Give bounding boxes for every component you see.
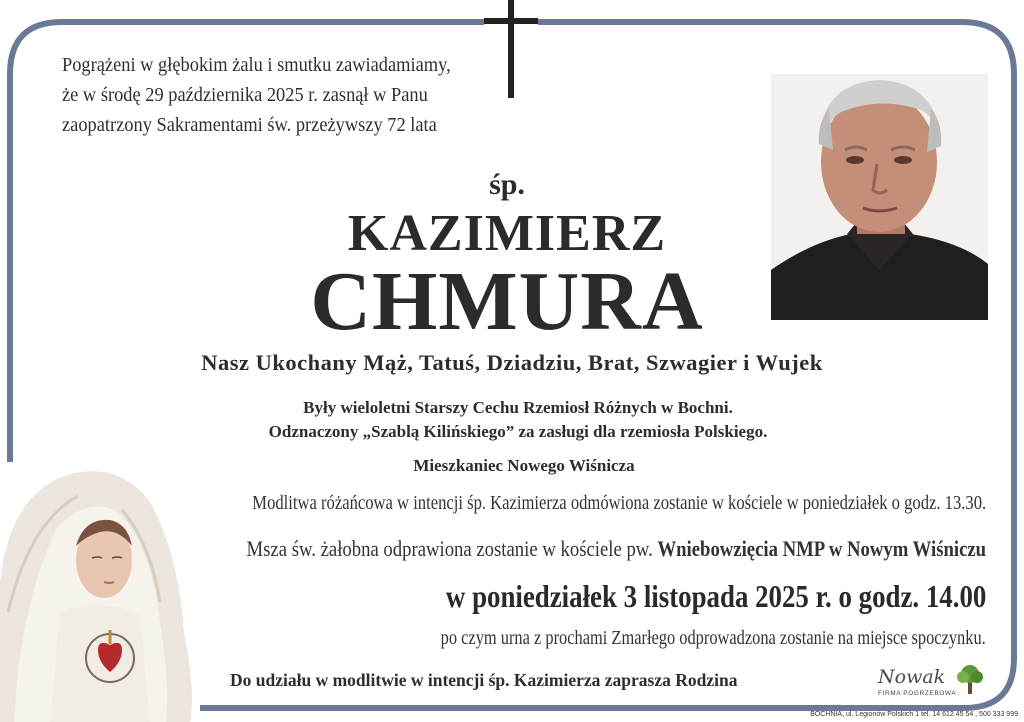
intro-line-2: że w środę 29 października 2025 r. zasnął w Panu (62, 84, 428, 106)
deceased-first-name: KAZIMIERZ (347, 205, 667, 262)
church-name: Wniebowzięcia NMP w Nowym Wiśniczu (657, 536, 986, 561)
family-relations: Nasz Ukochany Mąż, Tatuś, Dziadziu, Brat, Szwagier i Wujek (201, 350, 823, 375)
intro-line-3: zaopatrzony Sakramentami św. przeżywszy 72 lata (62, 114, 437, 136)
funeral-home-logo (872, 664, 988, 704)
announcement-intro (62, 50, 451, 140)
urn-info: po czym urna z prochami Zmarłego odprowadzona zostanie na miejsce spoczynku. (440, 627, 986, 649)
deceased-prefix: śp. (489, 168, 525, 201)
residence: Mieszkaniec Nowego Wiśnicza (413, 456, 635, 475)
footer-address: BOCHNIA, ul. Legionów Polskich 1 tel. 14 612 45 54 , 500 333 999 (810, 711, 1018, 718)
virgin-mary-image (0, 462, 198, 722)
logo-name: Nowak (878, 666, 946, 688)
rosary-info: Modlitwa różańcowa w intencji śp. Kazimierza odmówiona zostanie w kościele w poniedziałek o godz. 13.30. (252, 492, 986, 514)
bio-line-1: Były wieloletni Starszy Cechu Rzemiosł Różnych w Bochni. (303, 398, 733, 417)
mass-info (246, 536, 986, 562)
biography (0, 396, 1024, 444)
bio-line-2: Odznaczony „Szablą Kilińskiego” za zasługi dla rzemiosła Polskiego. (268, 422, 768, 441)
funeral-date: w poniedziałek 3 listopada 2025 r. o godz. 14.00 (445, 578, 986, 614)
cross-icon (484, 0, 538, 98)
invitation: Do udziału w modlitwie w intencji śp. Kazimierza zaprasza Rodzina (230, 670, 738, 690)
mass-text: Msza św. żałobna odprawiona zostanie w kościele pw. (246, 536, 658, 561)
intro-line-1: Pogrążeni w głębokim żalu i smutku zawiadamiamy, (62, 54, 451, 76)
logo-subtitle: FIRMA POGRZEBOWA (878, 690, 957, 697)
tree-icon (956, 664, 984, 694)
deceased-surname: CHMURA (310, 255, 704, 348)
